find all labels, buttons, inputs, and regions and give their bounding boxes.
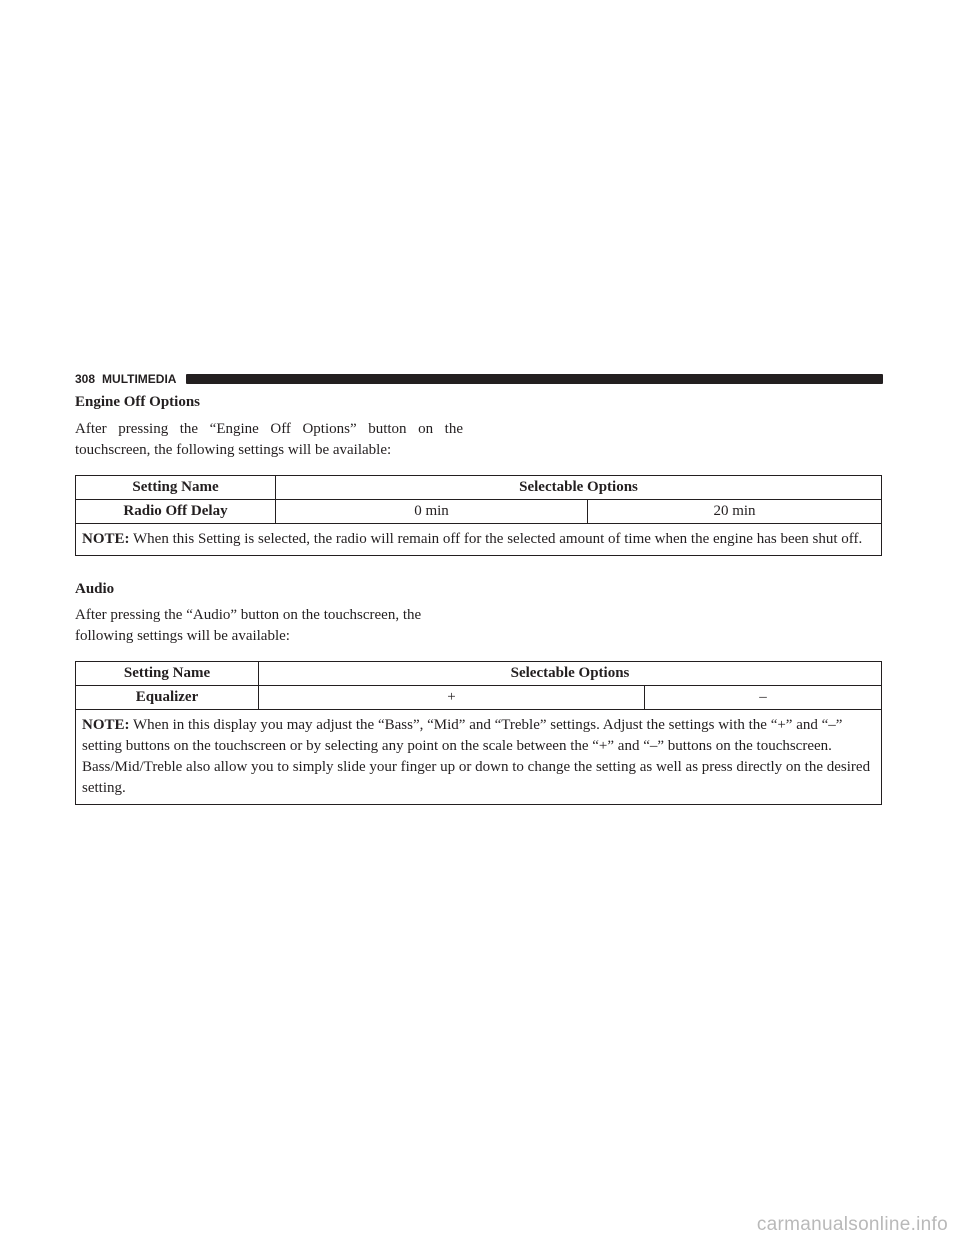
section-title: MULTIMEDIA bbox=[102, 372, 177, 386]
audio-settings-table bbox=[75, 661, 882, 805]
engine-off-options-heading: Engine Off Options bbox=[75, 394, 201, 410]
table-header-row bbox=[76, 476, 882, 500]
note-label: NOTE: bbox=[82, 531, 130, 547]
engine-off-intro bbox=[75, 419, 463, 461]
setting-name-cell: Equalizer bbox=[76, 686, 259, 710]
option-cell-1: 0 min bbox=[276, 500, 588, 524]
option-cell-1: + bbox=[259, 686, 645, 710]
table-row bbox=[76, 500, 882, 524]
audio-intro-line-1: After pressing the “Audio” button on the touchscreen, the bbox=[75, 607, 422, 623]
engine-off-intro-line-1: After pressing the “Engine Off Options” button on the bbox=[75, 421, 463, 437]
note-text: When this Setting is selected, the radio will remain off for the selected amount of time when the engine has been shut off. bbox=[133, 531, 863, 547]
audio-intro-line-2: following settings will be available: bbox=[75, 628, 290, 644]
table-note-row bbox=[76, 524, 882, 556]
note-cell bbox=[76, 524, 882, 556]
engine-off-intro-line-2: touchscreen, the following settings will be available: bbox=[75, 442, 392, 458]
selectable-options-header: Selectable Options bbox=[259, 662, 882, 686]
note-cell bbox=[76, 710, 882, 805]
note-label: NOTE: bbox=[82, 717, 130, 733]
engine-off-settings-table bbox=[75, 475, 882, 556]
setting-name-cell: Radio Off Delay bbox=[76, 500, 276, 524]
setting-name-header: Setting Name bbox=[76, 662, 259, 686]
table-note-row bbox=[76, 710, 882, 805]
table-row bbox=[76, 686, 882, 710]
selectable-options-header: Selectable Options bbox=[276, 476, 882, 500]
note-text: When in this display you may adjust the “Bass”, “Mid” and “Treble” settings. Adjust the settings with the “+” and “–” setting buttons on the touchscreen or by selecting any point on the scale between the “+” and “–” buttons on the touchscreen. Bass/Mid/Treble also allow you to simply slide your finger up or down to change the setting as well as press directly on the desired setting. bbox=[82, 717, 871, 796]
header-rule bbox=[186, 374, 883, 384]
option-cell-2: – bbox=[645, 686, 882, 710]
page-number: 308 bbox=[75, 372, 96, 386]
option-cell-2: 20 min bbox=[588, 500, 882, 524]
audio-intro bbox=[75, 605, 463, 647]
audio-heading: Audio bbox=[75, 581, 115, 597]
page-header bbox=[75, 372, 883, 386]
table-header-row bbox=[76, 662, 882, 686]
watermark: carmanualsonline.info bbox=[756, 1214, 948, 1235]
setting-name-header: Setting Name bbox=[76, 476, 276, 500]
